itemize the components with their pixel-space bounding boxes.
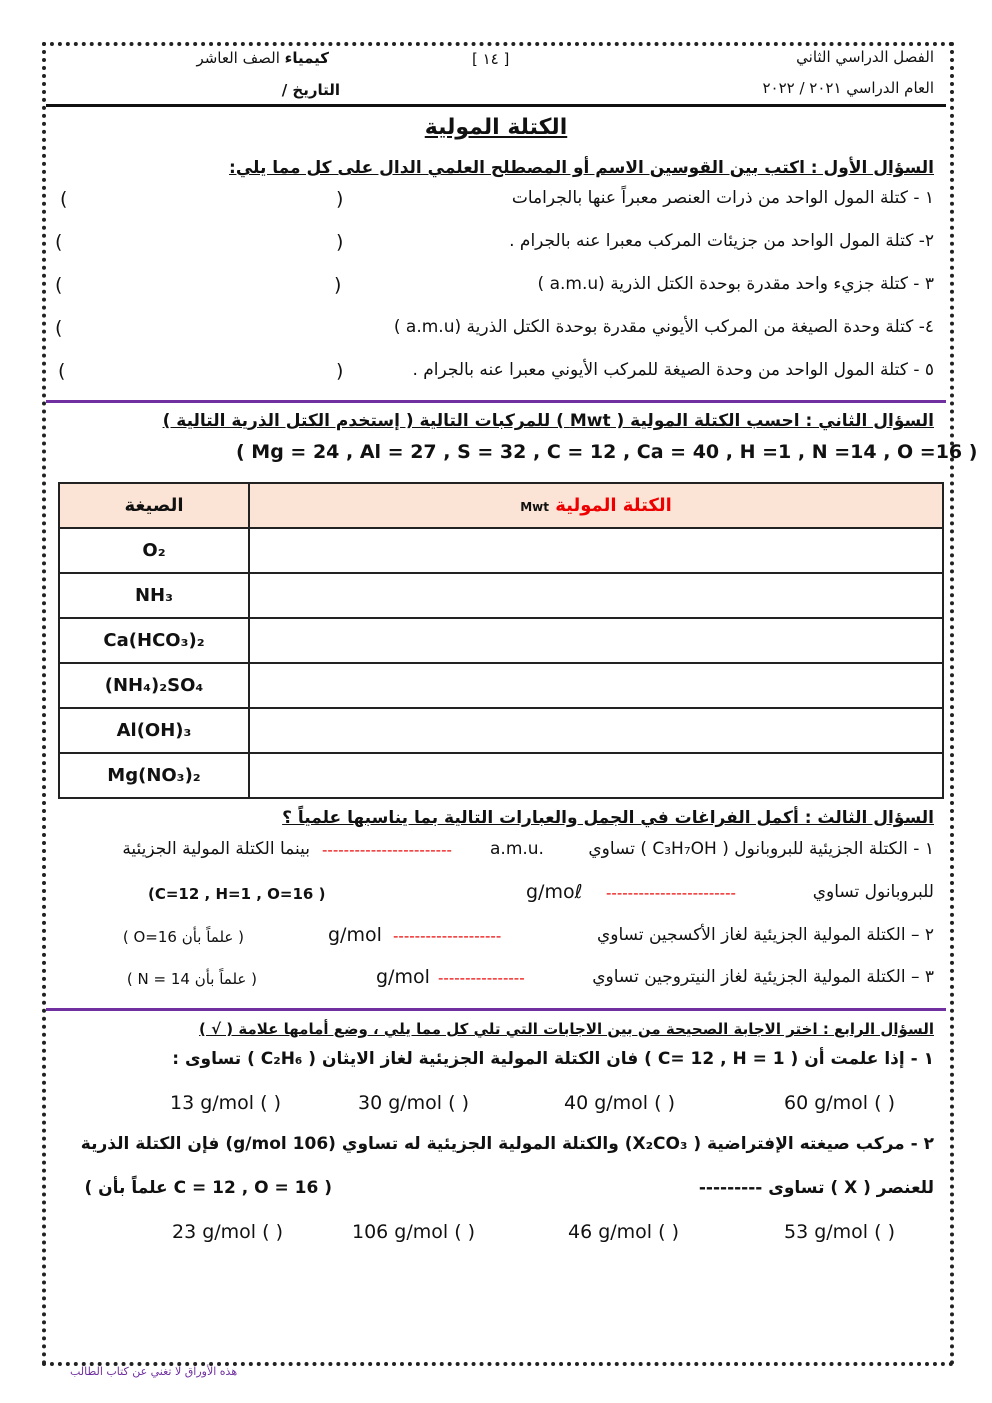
- q3-line1-end: بينما الكتلة المولية الجزيئية: [122, 839, 310, 859]
- option[interactable]: 13 g/mol ( ): [170, 1092, 281, 1114]
- option[interactable]: 106 g/mol ( ): [352, 1221, 476, 1243]
- blank[interactable]: ------------------------: [322, 841, 452, 859]
- option[interactable]: 53 g/mol ( ): [784, 1221, 895, 1243]
- q1-heading: السؤال الأول : اكتب بين القوسين الاسم أو المصطلح العلمي الدال على كل مما يلي:: [229, 158, 934, 178]
- q3-line3-text: ٢ – الكتلة المولية الجزيئية لغاز الأكسجين تساوي: [596, 925, 934, 945]
- header-divider: [46, 104, 946, 107]
- col-header-formula: الصيغة: [59, 483, 249, 528]
- unit-gmol: g/mol: [328, 924, 382, 946]
- answer-cell[interactable]: [249, 618, 943, 663]
- q1-item: ٤- كتلة وحدة الصيغة من المركب الأيوني مقدرة بوحدة الكتل الذرية (a.m.u ): [393, 317, 934, 337]
- subject: كيمياء: [284, 49, 329, 67]
- table-row: [59, 528, 943, 573]
- q3-line1-text: ١ - الكتلة الجزيئية للبروبانول ( C₃H₇OH ) تساوي: [588, 839, 934, 859]
- answer-cell[interactable]: [249, 528, 943, 573]
- option[interactable]: 60 g/mol ( ): [784, 1092, 895, 1114]
- formula-cell: Al(OH)₃: [59, 708, 249, 753]
- hint: ( C = 12 , O = 16 علماً بأن ): [84, 1178, 332, 1198]
- blank[interactable]: ------------------------: [606, 884, 736, 902]
- formula-cell: NH₃: [59, 573, 249, 618]
- answer-cell[interactable]: [249, 663, 943, 708]
- worksheet-page: الفصل الدراسي الثاني العام الدراسي ٢٠٢١ / ٢٠٢٢ [ ١٤ ] كيمياء الصف العاشر التاريخ / الكتلة المولية السؤال الأول : اكتب بين القوسين الاسم أو المصطلح العلمي الدال على كل مما يلي: ١ - كتلة المول الواحد من ذرات العنصر معبراً عنها بالجرامات ٢- كتلة المول الواحد من جزيئات المركب معبرا عنه بالجرام . ٣ - كتلة جزيء واحد مقدرة بوحدة الكتل الذرية (a.m.u ) ٤- كتلة وحدة الصيغة من المركب الأيوني مقدرة بوحدة الكتل الذرية (a.m.u ) ٥ - كتلة المول الواحد من وحدة الصيغة للمركب الأيوني معبرا عنه بالجرام . ( ) ( ) ( ) ( ( ) السؤال الثاني : احسب الكتلة المولية ( Mwt ) للمركبات التالية ( إستخدم الكتل الذرية التالية ) ( Mg = 24 , Al = 27 , S = 32 , C = 12 , Ca = 40 , H =1 , N =14 , O =16 ) الصيغة Mwt الكتلة المولية O₂ NH₃ Ca(HCO₃)₂ (NH₄)₂SO₄ Al(OH)₃ Mg(NO₃)₂ السؤال الثالث : أكمل الفراغات في الجمل والعبارات التالية بما يناسبها علمياً ؟ ١ - الكتلة الجزيئية للبروبانول ( C₃H₇OH ) تساوي a.m.u. ------------------------ بينما الكتلة المولية الجزيئية للبروبانول تساوي ------------------------ g/moℓ (C=12 , H=1 , O=16 ) ٢ – الكتلة المولية الجزيئية لغاز الأكسجين تساوي -------------------- g/mol ( علماً بأن O=16 ) ٣ – الكتلة المولية الجزيئية لغاز النيتروجين تساوي ---------------- g/mol ( علماً بأن N = 14 ) السؤال الرابع : اختر الاجابة الصحيحة من بين الاجابات التي تلي كل مما يلي ، وضع أمامها علامة ( √ ) ١ - إذا علمت أن ( C= 12 , H = 1 ) فان الكتلة المولية الجزيئية لغاز الايثان ( C₂H₆ ) تساوى : 60 g/mol ( ) 40 g/mol ( ) 30 g/mol ( ) 13 g/mol ( ) ٢ - مركب صيغته الإفتراضية ( X₂CO₃) والكتلة المولية الجزيئية له تساوي (106 g/mol) فإن الكتلة الذرية للعنصر ( X ) تساوى --------- ( C = 12 , O = 16 علماً بأن ) 53 g/mol ( ) 46 g/mol ( ) 106 g/mol ( ) 23 g/mol ( ) هذه الأوراق لا تغني عن كتاب الطالب: [0, 0, 992, 1403]
- table-row: [59, 753, 943, 798]
- hint: ( علماً بأن N = 14 ): [126, 970, 257, 988]
- option[interactable]: 23 g/mol ( ): [172, 1221, 283, 1243]
- table-row: [59, 708, 943, 753]
- answer-cell[interactable]: [249, 573, 943, 618]
- q4-heading: السؤال الرابع : اختر الاجابة الصحيحة من بين الاجابات التي تلي كل مما يلي ، وضع أمامها علامة ( √ ): [199, 1020, 934, 1038]
- page-number: [ ١٤ ]: [472, 50, 510, 68]
- q3-line2-text: للبروبانول تساوي: [812, 882, 934, 902]
- unit-gmol: g/moℓ: [526, 881, 583, 903]
- section-divider: [46, 400, 946, 403]
- blank[interactable]: --------------------: [393, 927, 502, 945]
- page-title: الكتلة المولية: [424, 115, 568, 140]
- mass-label: الكتلة المولية: [555, 495, 672, 516]
- unit-gmol: g/mol: [376, 966, 430, 988]
- section-divider: [46, 1008, 946, 1011]
- semester: الفصل الدراسي الثاني: [796, 48, 934, 66]
- q4-question-2-cont: للعنصر ( X ) تساوى ---------: [698, 1178, 934, 1198]
- academic-year: العام الدراسي ٢٠٢١ / ٢٠٢٢: [762, 79, 934, 97]
- q1-item: ٣ - كتلة جزيء واحد مقدرة بوحدة الكتل الذرية (a.m.u ): [537, 274, 934, 294]
- q1-item: ٢- كتلة المول الواحد من جزيئات المركب معبرا عنه بالجرام .: [509, 231, 934, 251]
- q3-heading: السؤال الثالث : أكمل الفراغات في الجمل والعبارات التالية بما يناسبها علمياً ؟: [282, 808, 934, 828]
- formula-cell: O₂: [59, 528, 249, 573]
- q4-question-2: ٢ - مركب صيغته الإفتراضية ( X₂CO₃) والكتلة المولية الجزيئية له تساوي (106 g/mol) فإن الكتلة الذرية: [80, 1134, 934, 1154]
- q3-line4-text: ٣ – الكتلة المولية الجزيئية لغاز النيتروجين تساوي: [592, 967, 934, 987]
- answer-cell[interactable]: [249, 708, 943, 753]
- table-row: [59, 573, 943, 618]
- table-row: [59, 618, 943, 663]
- option[interactable]: 30 g/mol ( ): [358, 1092, 469, 1114]
- q1-item: ١ - كتلة المول الواحد من ذرات العنصر معبراً عنها بالجرامات: [511, 188, 934, 208]
- blank[interactable]: ----------------: [438, 969, 525, 987]
- option[interactable]: 46 g/mol ( ): [568, 1221, 679, 1243]
- date-field: التاريخ /: [281, 81, 340, 99]
- unit-amu: a.m.u.: [490, 839, 544, 859]
- col-header-mass: [249, 483, 943, 528]
- option[interactable]: 40 g/mol ( ): [564, 1092, 675, 1114]
- molar-mass-table: [58, 482, 944, 799]
- atomic-masses: ( Mg = 24 , Al = 27 , S = 32 , C = 12 , Ca = 40 , H =1 , N =14 , O =16 ): [236, 441, 978, 463]
- hint: ( علماً بأن O=16 ): [122, 928, 244, 946]
- q2-heading: السؤال الثاني : احسب الكتلة المولية ( Mwt ) للمركبات التالية ( إستخدم الكتل الذرية التالية ): [162, 411, 934, 431]
- footer-note: هذه الأوراق لا تغني عن كتاب الطالب: [70, 1365, 238, 1378]
- grade: الصف العاشر: [196, 49, 280, 67]
- table-row: [59, 663, 943, 708]
- q4-question-1: ١ - إذا علمت أن ( C= 12 , H = 1 ) فان الكتلة المولية الجزيئية لغاز الايثان ( C₂H₆ ) تساوى :: [172, 1049, 934, 1069]
- mwt-symbol: Mwt: [520, 500, 549, 514]
- subject-line: [196, 49, 329, 67]
- answer-cell[interactable]: [249, 753, 943, 798]
- formula-cell: Ca(HCO₃)₂: [59, 618, 249, 663]
- q1-item: ٥ - كتلة المول الواحد من وحدة الصيغة للمركب الأيوني معبرا عنه بالجرام .: [412, 360, 934, 380]
- formula-cell: (NH₄)₂SO₄: [59, 663, 249, 708]
- formula-cell: Mg(NO₃)₂: [59, 753, 249, 798]
- hint: (C=12 , H=1 , O=16 ): [148, 885, 326, 903]
- table-header-row: [59, 483, 943, 528]
